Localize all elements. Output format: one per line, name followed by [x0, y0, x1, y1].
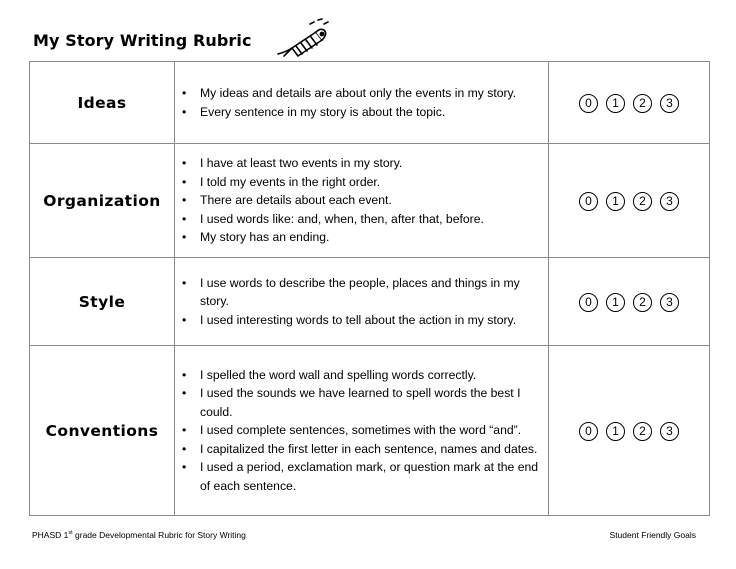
category-label: Organization [30, 144, 175, 258]
criteria-item [175, 84, 548, 102]
criteria-item [175, 384, 548, 421]
criteria-item [175, 311, 548, 329]
rubric-row [30, 62, 710, 144]
score-circle-0[interactable]: 0 [579, 422, 598, 441]
pencil-icon [270, 16, 332, 60]
criteria-item [175, 154, 548, 172]
score-circle-1[interactable]: 1 [606, 94, 625, 113]
bullet-icon: • [182, 230, 187, 245]
bullet-icon: • [182, 368, 187, 383]
score-circle-0[interactable]: 0 [579, 94, 598, 113]
bullet-icon: • [182, 211, 187, 226]
criteria-list [175, 84, 548, 121]
score-circle-3[interactable]: 3 [660, 94, 679, 113]
score-options [549, 346, 710, 516]
bullet-icon: • [182, 86, 187, 101]
criteria-text: There are details about each event. [200, 193, 392, 208]
criteria-item [175, 440, 548, 458]
bullet-icon: • [182, 423, 187, 438]
category-label: Ideas [30, 62, 175, 144]
rubric-row [30, 144, 710, 258]
criteria-item [175, 421, 548, 439]
criteria-text: My story has an ending. [200, 230, 330, 245]
criteria-item [175, 366, 548, 384]
score-circle-1[interactable]: 1 [606, 293, 625, 312]
criteria-item [175, 274, 548, 311]
criteria-cell [175, 346, 549, 516]
rubric-row [30, 258, 710, 346]
criteria-item [175, 173, 548, 191]
criteria-text: I capitalized the first letter in each sentence, names and dates. [200, 441, 538, 456]
bullet-icon: • [182, 193, 187, 208]
criteria-text: Every sentence in my story is about the topic. [200, 104, 446, 119]
criteria-item [175, 458, 548, 495]
criteria-text: I used the sounds we have learned to spell words the best I could. [200, 386, 521, 419]
criteria-item [175, 228, 548, 246]
score-circle-2[interactable]: 2 [633, 293, 652, 312]
score-circle-2[interactable]: 2 [633, 422, 652, 441]
criteria-list [175, 274, 548, 329]
criteria-text: I used interesting words to tell about the action in my story. [200, 312, 517, 327]
footer-left-prefix: PHASD 1 [32, 530, 69, 540]
criteria-text: I used a period, exclamation mark, or question mark at the end of each sentence. [200, 460, 539, 493]
criteria-text: My ideas and details are about only the events in my story. [200, 86, 517, 101]
bullet-icon: • [182, 441, 187, 456]
footer-left-suffix: grade Developmental Rubric for Story Writing [72, 530, 246, 540]
criteria-item [175, 191, 548, 209]
score-circle-3[interactable]: 3 [660, 422, 679, 441]
rubric-table [29, 61, 710, 516]
score-circle-1[interactable]: 1 [606, 422, 625, 441]
rubric-row [30, 346, 710, 516]
score-circle-0[interactable]: 0 [579, 192, 598, 211]
criteria-item [175, 210, 548, 228]
footer-left-sup: st [68, 530, 73, 537]
criteria-cell [175, 144, 549, 258]
criteria-item [175, 103, 548, 121]
category-label: Style [30, 258, 175, 346]
bullet-icon: • [182, 104, 187, 119]
criteria-text: I use words to describe the people, places and things in my story. [200, 275, 520, 309]
bullet-icon: • [182, 275, 187, 290]
score-options [549, 62, 710, 144]
bullet-icon: • [182, 174, 187, 189]
criteria-cell [175, 258, 549, 346]
criteria-cell [175, 62, 549, 144]
score-circle-3[interactable]: 3 [660, 192, 679, 211]
criteria-text: I have at least two events in my story. [200, 156, 403, 171]
footer-source [32, 530, 246, 540]
score-options [549, 144, 710, 258]
criteria-list [175, 366, 548, 495]
criteria-text: I spelled the word wall and spelling words correctly. [200, 368, 477, 383]
score-circle-0[interactable]: 0 [579, 293, 598, 312]
score-circle-3[interactable]: 3 [660, 293, 679, 312]
score-circle-1[interactable]: 1 [606, 192, 625, 211]
score-options [549, 258, 710, 346]
bullet-icon: • [182, 156, 187, 171]
criteria-text: I used complete sentences, sometimes with the word “and”. [200, 423, 522, 438]
criteria-list [175, 154, 548, 246]
criteria-text: I told my events in the right order. [200, 174, 381, 189]
bullet-icon: • [182, 312, 187, 327]
footer-goals: Student Friendly Goals [609, 530, 696, 540]
bullet-icon: • [182, 386, 187, 401]
score-circle-2[interactable]: 2 [633, 94, 652, 113]
category-label: Conventions [30, 346, 175, 516]
score-circle-2[interactable]: 2 [633, 192, 652, 211]
bullet-icon: • [182, 460, 187, 475]
criteria-text: I used words like: and, when, then, after that, before. [200, 211, 484, 226]
page-title: My Story Writing Rubric [33, 31, 252, 50]
